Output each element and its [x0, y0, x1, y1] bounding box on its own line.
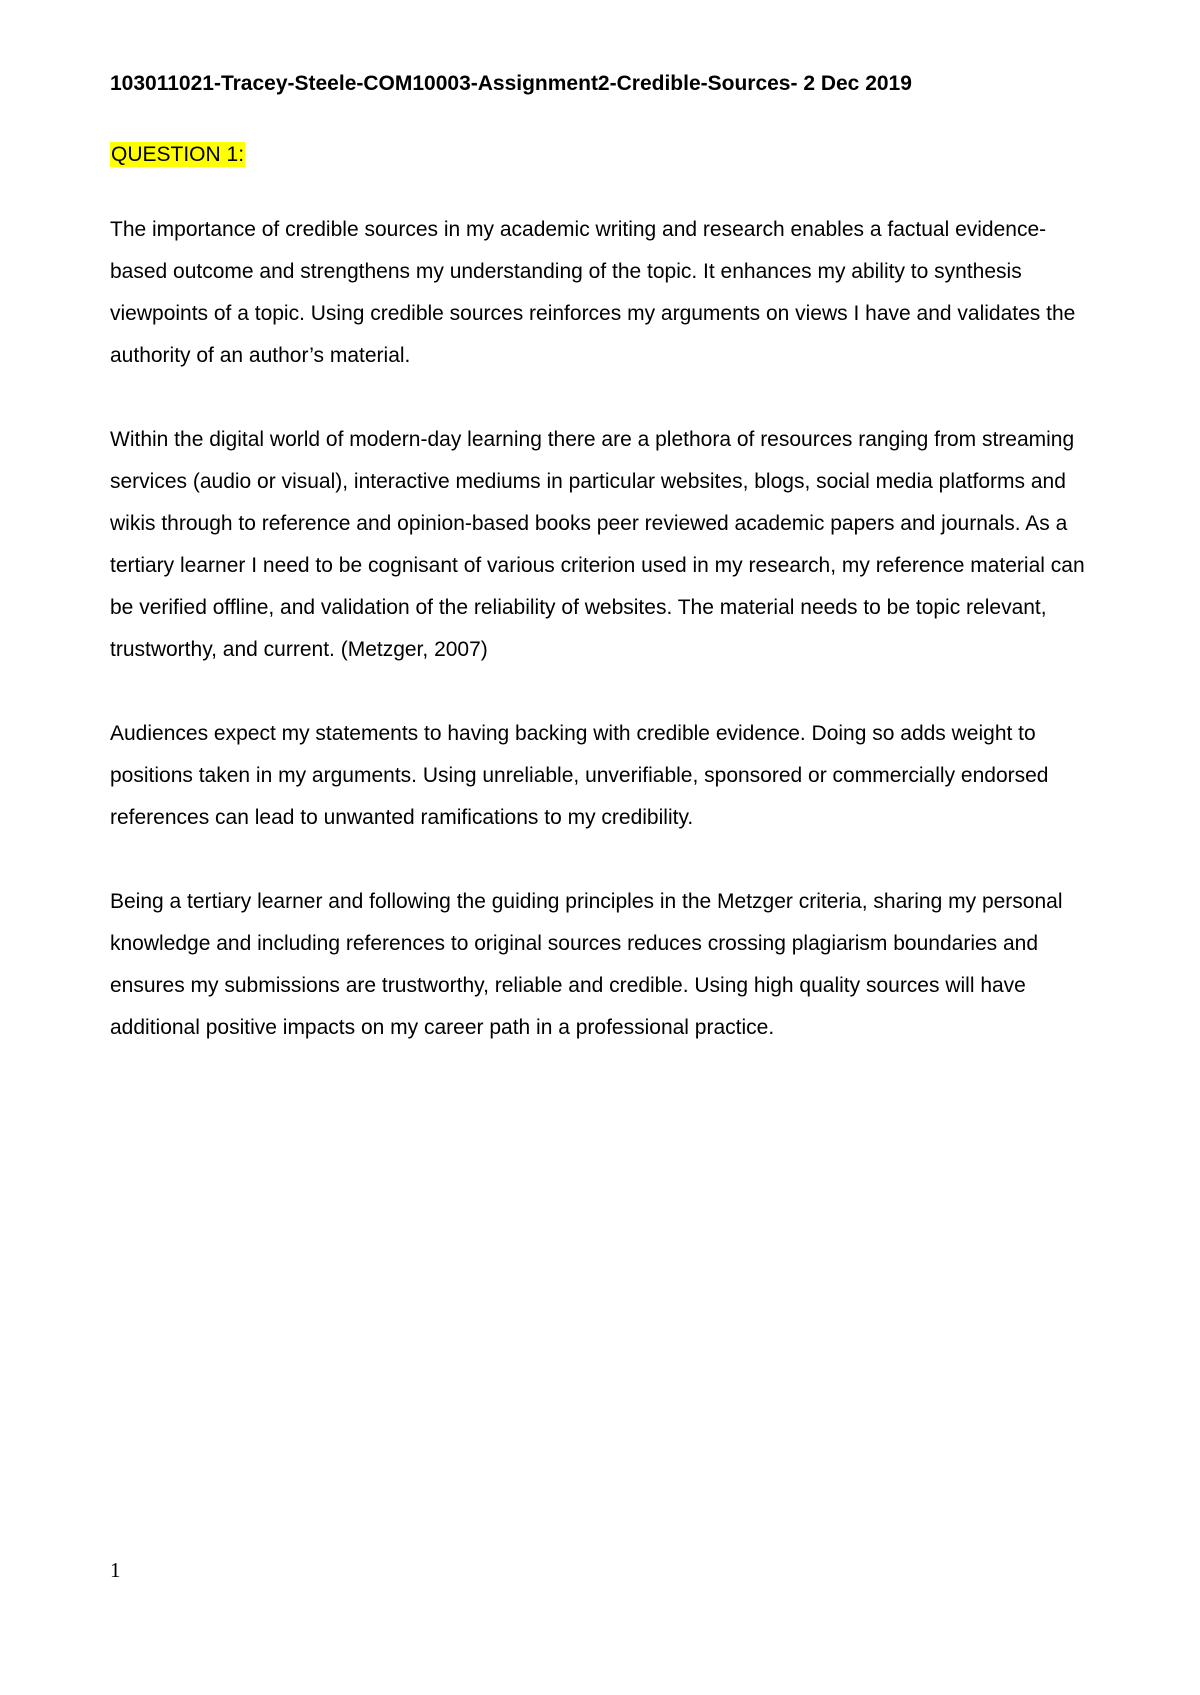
page-number: 1	[110, 1558, 121, 1582]
question-heading	[110, 141, 1100, 169]
paragraph-4: Being a tertiary learner and following the guiding principles in the Metzger criteria, sharing my personal knowledge and including references to original sources reduces crossing plagiarism boundaries and ensures my submissions are trustworthy, reliable and credible. Using high quality sources will have additional positive impacts on my career path in a professional practice.	[110, 890, 1063, 1039]
document-body	[110, 70, 1100, 1049]
highlighted-question-label: QUESTION 1:	[111, 143, 245, 166]
paragraph-3: Audiences expect my statements to having backing with credible evidence. Doing so adds weight to positions taken in my arguments. Using unreliable, unverifiable, sponsored or commercially endorsed references can lead to unwanted ramifications to my credibility.	[110, 722, 1049, 829]
paragraph-1: The importance of credible sources in my academic writing and research enables a factual evidence-based outcome and strengthens my understanding of the topic. It enhances my ability to synthesis viewpoints of a topic. Using credible sources reinforces my arguments on views I have and validates the authority of an author’s material.	[110, 218, 1076, 367]
paragraph-2: Within the digital world of modern-day learning there are a plethora of resources ranging from streaming services (audio or visual), interactive mediums in particular websites, blogs, social media platforms and wikis through to reference and opinion-based books peer reviewed academic papers and journals. As a tertiary learner I need to be cognisant of various criterion used in my research, my reference material can be verified offline, and validation of the reliability of websites. The material needs to be topic relevant, trustworthy, and current. (Metzger, 2007)	[110, 428, 1085, 661]
document-title: 103011021-Tracey-Steele-COM10003-Assignment2-Credible-Sources- 2 Dec 2019	[110, 72, 912, 95]
